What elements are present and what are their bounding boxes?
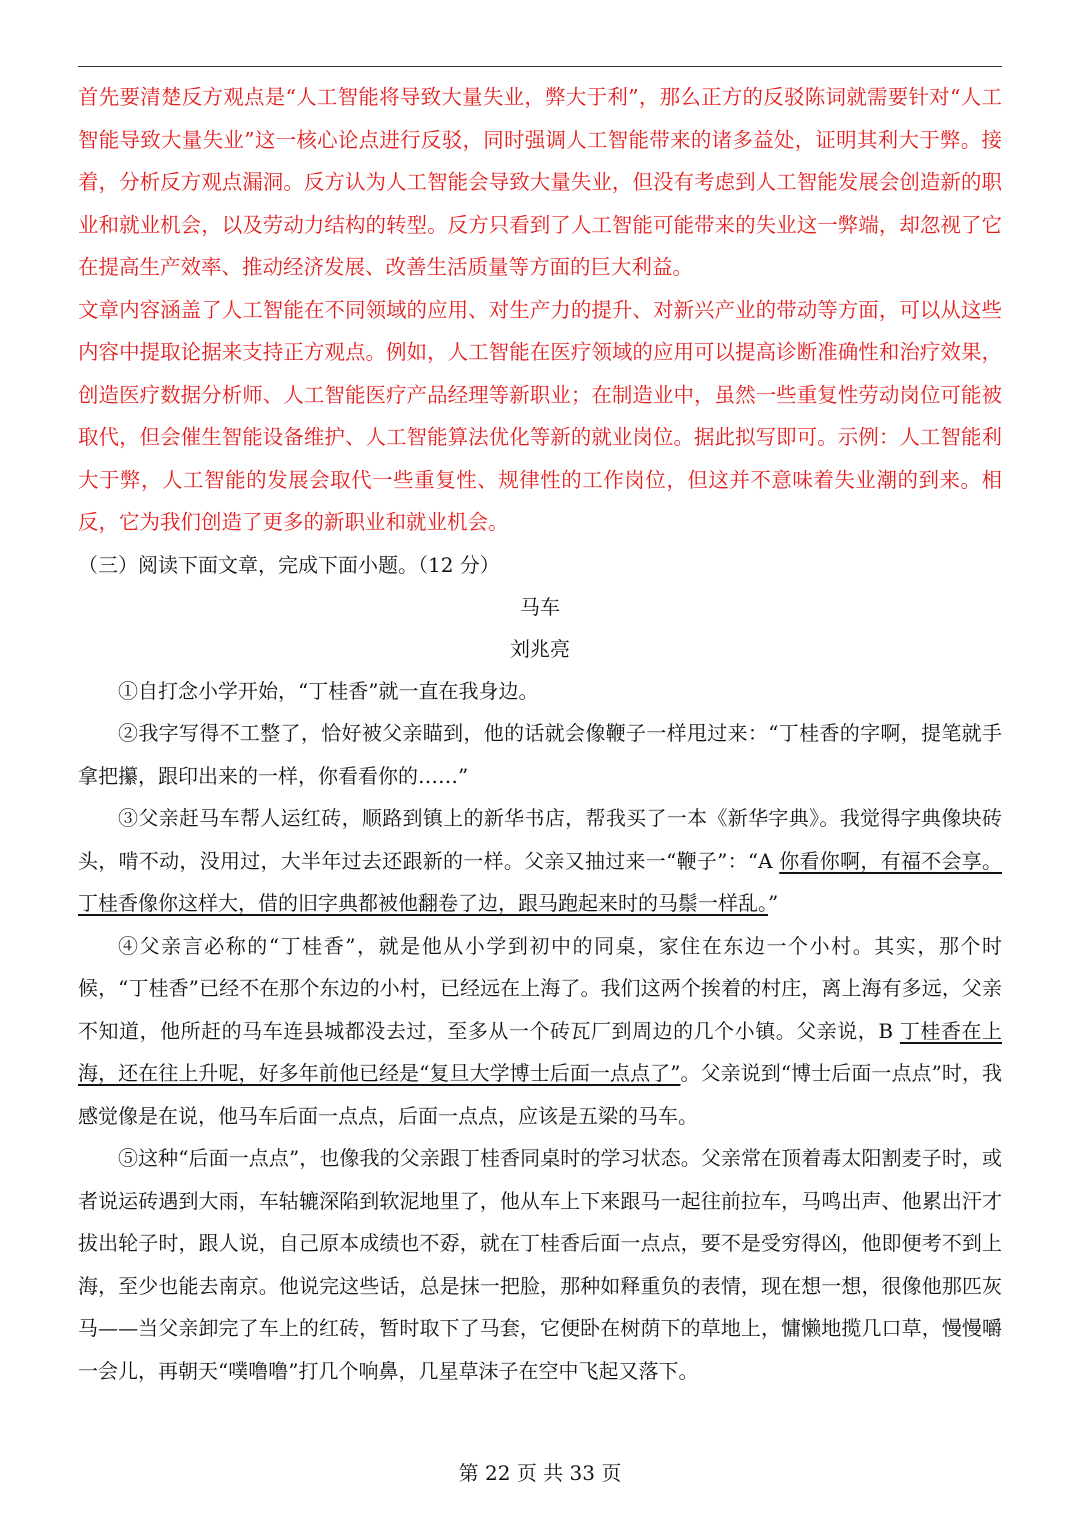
page-content xyxy=(78,76,1002,1392)
paragraph-3-text: ③父亲赶马车帮人运红砖，顺路到镇上的新华书店，帮我买了一本《新华字典》。我觉得字典像块砖头，啃不动，没用过，大半年过去还跟新的一样。父亲又抽过来一“鞭子”：“A xyxy=(78,806,1002,873)
header-rule xyxy=(78,66,1002,67)
underlined-sentence-a: 你看你啊，有福不会享。丁桂香像你这样大，借的旧字典都被他翻卷了边，跟马跑起来时的马鬃一样乱。 xyxy=(78,848,1002,915)
paragraph-3-closing: ” xyxy=(768,891,779,915)
article-title: 马车 xyxy=(520,594,560,619)
article-paragraph-4 xyxy=(78,925,1002,1138)
underlined-sentence-b: 丁桂香在上海，还在往上升呢，好多年前他已经是“复旦大学博士后面一点点了” xyxy=(78,1018,1002,1085)
answer-paragraph-1: 首先要清楚反方观点是“人工智能将导致大量失业，弊大于利”，那么正方的反驳陈词就需要针对“人工智能导致大量失业”这一核心论点进行反驳，同时强调人工智能带来的诸多益处，证明其利大于弊。接着，分析反方观点漏洞。反方认为人工智能会导致大量失业，但没有考虑到人工智能发展会创造新的职业和就业机会，以及劳动力结构的转型。反方只看到了人工智能可能带来的失业这一弊端，却忽视了它在提高生产效率、推动经济发展、改善生活质量等方面的巨大利益。 xyxy=(78,85,1002,279)
answer-paragraph-2: 文章内容涵盖了人工智能在不同领域的应用、对生产力的提升、对新兴产业的带动等方面，可以从这些内容中提取论据来支持正方观点。例如，人工智能在医疗领域的应用可以提高诊断准确性和治疗效果，创造医疗数据分析师、人工智能医疗产品经理等新职业；在制造业中，虽然一些重复性劳动岗位可能被取代，但会催生智能设备维护、人工智能算法优化等新的就业岗位。据此拟写即可。示例：人工智能利大于弊，人工智能的发展会取代一些重复性、规律性的工作岗位，但这并不意味着失业潮的到来。相反，它为我们创造了更多的新职业和就业机会。 xyxy=(78,297,1002,534)
article-paragraph-5: ⑤这种“后面一点点”，也像我的父亲跟丁桂香同桌时的学习状态。父亲常在顶着毒太阳割麦子时，或者说运砖遇到大雨，车轱辘深陷到软泥地里了，他从车上下来跟马一起往前拉车，马鸣出声、他累出汗才拔出轮子时，跟人说，自己原本成绩也不孬，就在丁桂香后面一点点，要不是受穷得凶，他即便考不到上海，至少也能去南京。他说完这些话，总是抹一把脸，那种如释重负的表情，现在想一想，很像他那匹灰马——当父亲卸完了车上的红砖，暂时取下了马套，它便卧在树荫下的草地上，慵懒地揽几口草，慢慢嚼一会儿，再朝天“噗噜噜”打几个响鼻，几星草沫子在空中飞起又落下。 xyxy=(78,1146,1002,1383)
article-paragraph-1: ①自打念小学开始，“丁桂香”就一直在我身边。 xyxy=(118,678,539,703)
article-paragraph-2: ②我字写得不工整了，恰好被父亲瞄到，他的话就会像鞭子一样甩过来：“丁桂香的字啊，提笔就手拿把攥，跟印出来的一样，你看看你的……” xyxy=(78,721,1002,788)
page-number: 第 22 页 共 33 页 xyxy=(458,1461,622,1485)
paragraph-4-continuation: 。父亲说到“博士后面一点点”时，我感觉像是在说，他马车后面一点点，后面一点点，应该是五梁的马车。 xyxy=(78,1061,1003,1128)
paragraph-4-text: ④父亲言必称的“丁桂香”，就是他从小学到初中的同桌，家住在东边一个小村。其实，那个时候，“丁桂香”已经不在那个东边的小村，已经远在上海了。我们这两个挨着的村庄，离上海有多远，父亲不知道，他所赶的马车连县城都没去过，至多从一个砖瓦厂到周边的几个小镇。父亲说，B xyxy=(78,933,1002,1043)
article-paragraph-3 xyxy=(78,797,1002,925)
article-author: 刘兆亮 xyxy=(510,636,570,661)
section-heading: （三）阅读下面文章，完成下面小题。（12 分） xyxy=(78,552,500,577)
